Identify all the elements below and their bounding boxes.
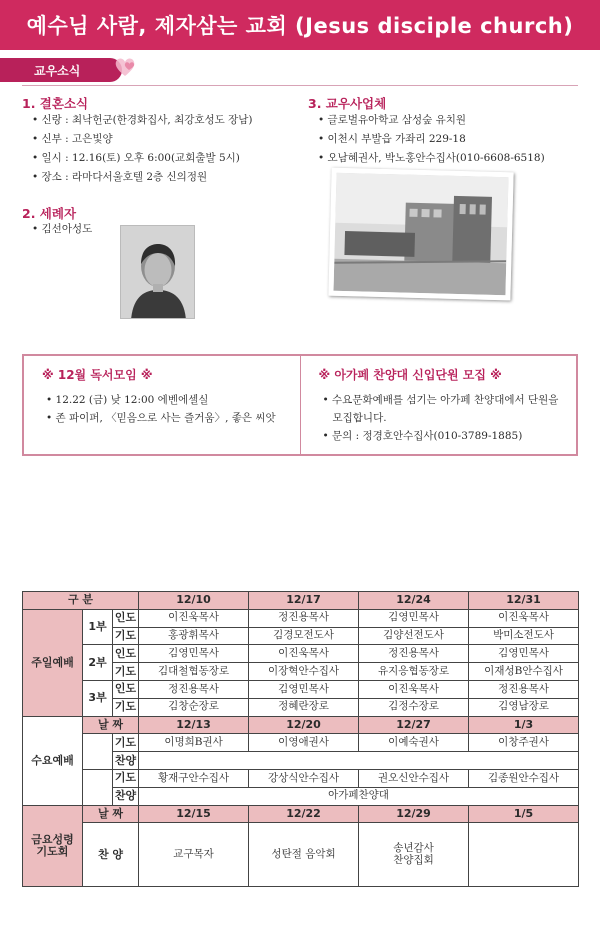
table-row — [23, 805, 579, 823]
table-cell: 김영민목사 — [249, 680, 359, 698]
list-item: • 오남혜권사, 박노홍안수집사(010-6608-6518) — [318, 149, 588, 168]
list-item: • 장소 : 라마다서울호텔 2층 신의정원 — [32, 168, 302, 187]
table-cell: 김영남장로 — [469, 698, 579, 716]
reading-notice-list — [42, 391, 286, 427]
table-cell: 정진용목사 — [249, 609, 359, 627]
business-title: 3. 교우사업체 — [308, 96, 387, 111]
section-divider — [22, 85, 578, 86]
header-date: 12/17 — [249, 592, 359, 610]
table-cell: 박미소전도사 — [469, 627, 579, 645]
table-cell: 정진용목사 — [139, 680, 249, 698]
list-item: • 신랑 : 최낙헌군(한경화집사, 최강호성도 장남) — [32, 111, 302, 130]
header-date: 12/27 — [359, 716, 469, 734]
list-item: • 이천시 부발읍 가좌리 229-18 — [318, 130, 588, 149]
list-item: • 수요문화예배를 섬기는 아가페 찬양대에서 단원을 모집합니다. — [319, 391, 563, 427]
banner-title: 예수님 사람, 제자삼는 교회 (Jesus disciple church) — [26, 14, 574, 38]
table-cell: 황재구안수집사 — [139, 769, 249, 787]
header-label: 구 분 — [23, 592, 139, 610]
date-label: 날 짜 — [83, 805, 139, 823]
header-date: 1/5 — [469, 805, 579, 823]
list-item: • 일시 : 12.16(토) 오후 6:00(교회출발 5시) — [32, 149, 302, 168]
page-banner — [0, 0, 600, 50]
header-date: 12/22 — [249, 805, 359, 823]
role-label: 기도 — [113, 734, 139, 752]
member-photo — [120, 225, 195, 319]
business-list — [318, 111, 588, 168]
table-cell: 김경모전도사 — [249, 627, 359, 645]
choir-notice-title: ※ 아가페 찬양대 신입단원 모집 ※ — [318, 368, 502, 382]
table-cell: 김영민목사 — [359, 609, 469, 627]
friday-label — [23, 805, 83, 887]
role-label: 기도 — [113, 627, 139, 645]
table-cell: 김영민목사 — [469, 645, 579, 663]
table-cell — [469, 823, 579, 887]
wednesday-label: 수요예배 — [23, 716, 83, 805]
header-date: 1/3 — [469, 716, 579, 734]
table-cell: 아가페찬양대 — [139, 787, 579, 805]
role-label: 기도 — [113, 663, 139, 681]
list-item: • 신부 : 고은빛양 — [32, 130, 302, 149]
header-date: 12/10 — [139, 592, 249, 610]
choir-notice — [300, 356, 577, 454]
friday-label-line2: 기도회 — [36, 844, 69, 858]
table-cell: 이창주권사 — [469, 734, 579, 752]
role-label: 인도 — [113, 609, 139, 627]
cell-line: 송년감사 — [393, 842, 434, 855]
table-cell: 김영민목사 — [139, 645, 249, 663]
role-label: 찬양 — [113, 787, 139, 805]
table-cell: 김양선전도사 — [359, 627, 469, 645]
header-date: 12/20 — [249, 716, 359, 734]
table-cell: 교구목자 — [139, 823, 249, 887]
table-row — [23, 645, 579, 663]
table-cell: 김종원안수집사 — [469, 769, 579, 787]
praise-label: 찬 양 — [83, 823, 139, 887]
table-cell: 김정수장로 — [359, 698, 469, 716]
service-name: 2부 — [83, 645, 113, 681]
reading-notice-title: ※ 12월 독서모임 ※ — [42, 368, 153, 382]
date-label: 날 짜 — [83, 716, 139, 734]
heart-icon — [112, 54, 138, 80]
list-item: • 글로벌유아학교 삼성숲 유치원 — [318, 111, 588, 130]
table-cell: 정혜란장로 — [249, 698, 359, 716]
table-cell — [83, 769, 113, 805]
notice-box — [22, 354, 578, 456]
section-tag-label: 교우소식 — [34, 63, 81, 78]
table-cell: 정진용목사 — [469, 680, 579, 698]
table-cell: 이진욱목사 — [469, 609, 579, 627]
table-cell: 유지응협동장로 — [359, 663, 469, 681]
list-item: • 12.22 (금) 낮 12:00 에벤에셀실 — [42, 391, 286, 409]
table-cell — [83, 734, 113, 770]
table-row — [23, 734, 579, 752]
role-label: 찬양 — [113, 752, 139, 770]
table-cell: 이명희B권사 — [139, 734, 249, 752]
wedding-list — [32, 111, 302, 187]
worship-schedule-table — [22, 591, 579, 887]
role-label: 인도 — [113, 680, 139, 698]
table-cell: 김창순장로 — [139, 698, 249, 716]
table-cell — [359, 823, 469, 887]
list-item: • 존 파이퍼, 〈믿음으로 사는 즐거움〉, 좋은 씨앗 — [42, 409, 286, 427]
table-cell: 이진욱목사 — [359, 680, 469, 698]
table-cell: 이예숙권사 — [359, 734, 469, 752]
section-tag — [0, 58, 122, 82]
table-row — [23, 680, 579, 698]
role-label: 인도 — [113, 645, 139, 663]
role-label: 기도 — [113, 698, 139, 716]
reading-notice — [24, 356, 300, 454]
table-row — [23, 823, 579, 887]
role-label: 기도 — [113, 769, 139, 787]
list-item: • 문의 : 정경호안수집사(010-3789-1885) — [319, 427, 563, 445]
table-row — [23, 716, 579, 734]
list-item: • 김선아성도 — [32, 220, 232, 239]
table-cell: 권오신안수집사 — [359, 769, 469, 787]
table-cell: 이재성B안수집사 — [469, 663, 579, 681]
table-row — [23, 769, 579, 787]
table-row — [23, 609, 579, 627]
table-cell: 이진욱목사 — [249, 645, 359, 663]
header-date: 12/15 — [139, 805, 249, 823]
choir-notice-list — [319, 391, 563, 445]
sunday-label: 주일예배 — [23, 609, 83, 716]
table-cell: 홍광휘목사 — [139, 627, 249, 645]
table-cell: 성탄절 음악회 — [249, 823, 359, 887]
wedding-title: 1. 결혼소식 — [22, 96, 89, 111]
table-cell: 김대철협동장로 — [139, 663, 249, 681]
table-cell: 이영애권사 — [249, 734, 359, 752]
table-cell: 이진욱목사 — [139, 609, 249, 627]
service-name: 3부 — [83, 680, 113, 716]
cell-line: 찬양집회 — [393, 853, 434, 866]
table-cell: 정진용목사 — [359, 645, 469, 663]
baptism-title: 2. 세례자 — [22, 206, 77, 221]
friday-label-line1: 금요성령 — [31, 832, 74, 846]
header-date: 12/29 — [359, 805, 469, 823]
service-name: 1부 — [83, 609, 113, 645]
header-date: 12/24 — [359, 592, 469, 610]
header-date: 12/31 — [469, 592, 579, 610]
table-cell: 강상식안수집사 — [249, 769, 359, 787]
header-date: 12/13 — [139, 716, 249, 734]
table-cell — [139, 752, 579, 770]
table-cell: 이장혁안수집사 — [249, 663, 359, 681]
business-photo — [328, 168, 513, 301]
table-header-row — [23, 592, 579, 610]
